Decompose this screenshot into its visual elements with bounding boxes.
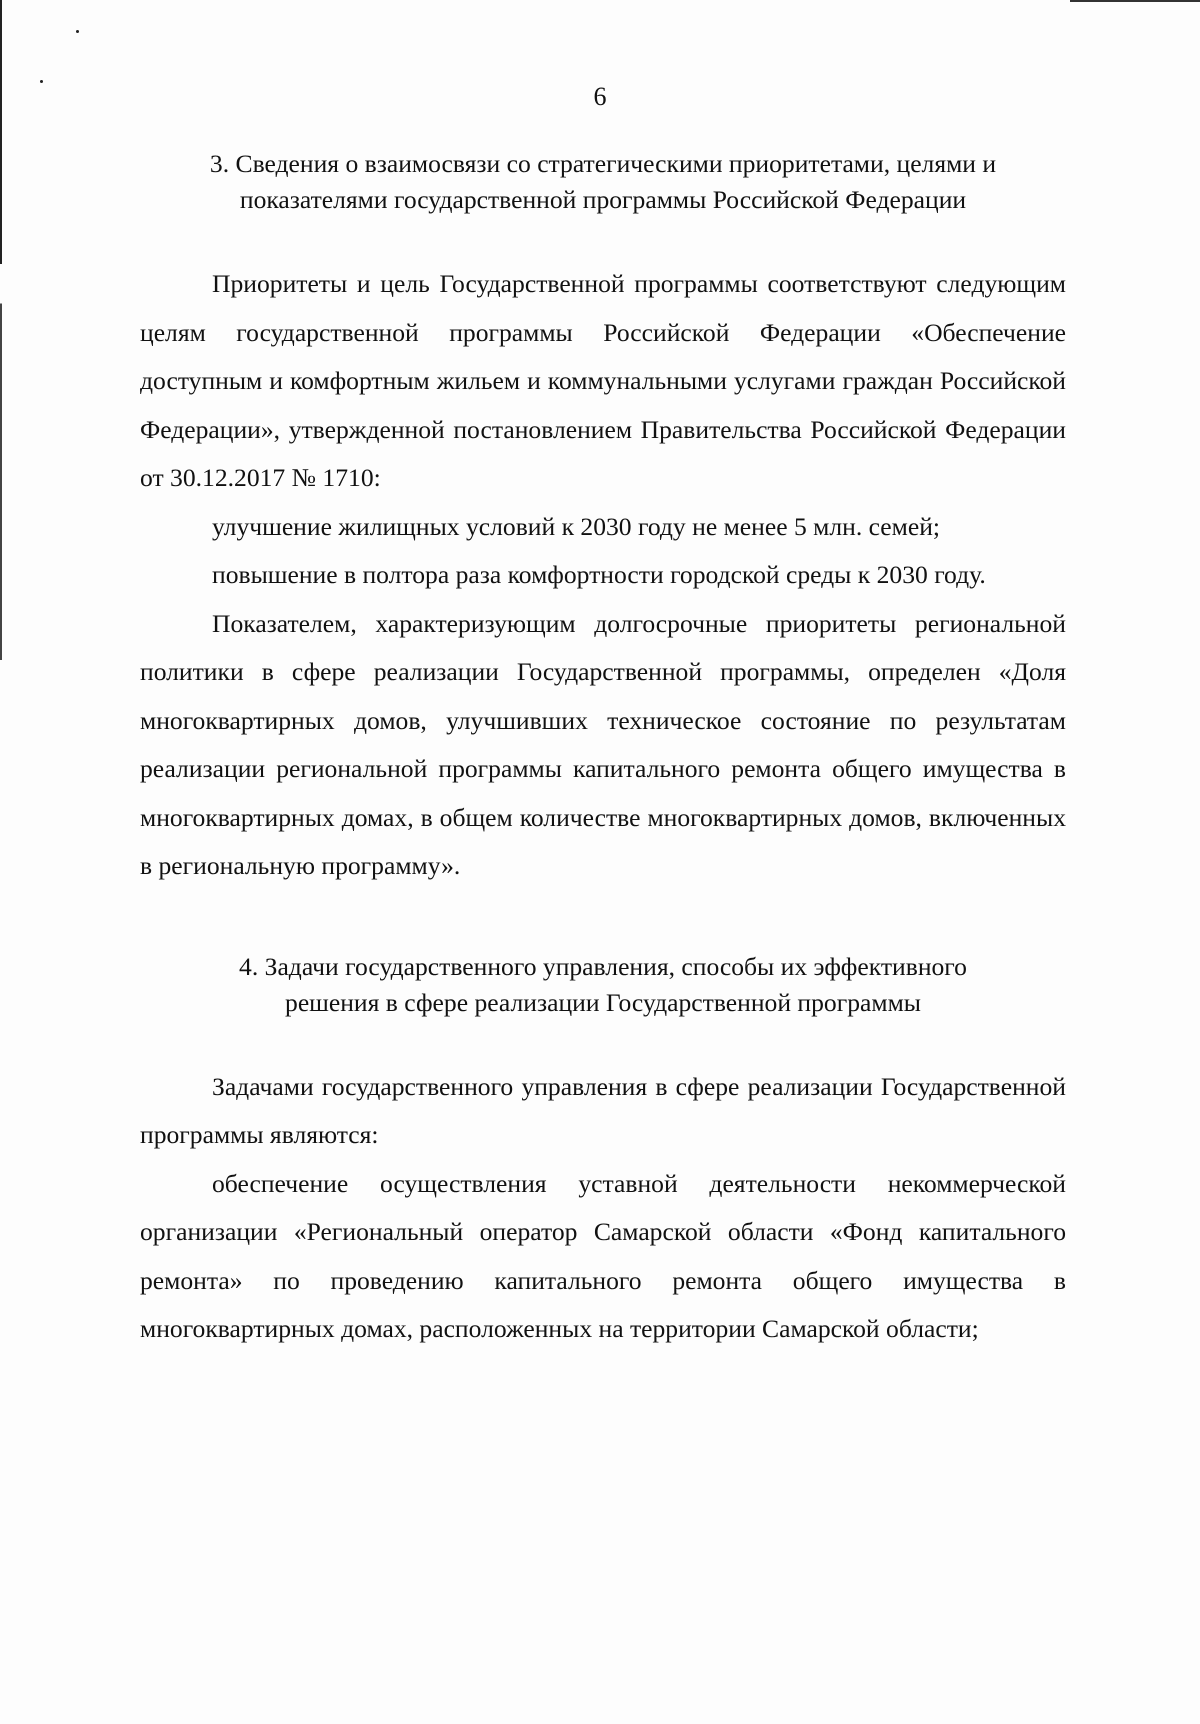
section-3-paragraph: улучшение жилищных условий к 2030 году не менее 5 млн. семей; xyxy=(212,511,941,541)
section-3-heading-line-2: показателями государственной программы Российской Федерации xyxy=(239,185,967,214)
scan-speck xyxy=(76,30,79,33)
section-4-heading xyxy=(140,949,1066,1021)
section-4-heading-line-1: 4. Задачи государственного управления, способы их эффективного xyxy=(239,951,967,981)
section-3-paragraph: повышение в полтора раза комфортности городской среды к 2030 году. xyxy=(212,560,986,589)
section-4-heading-line-2: решения в сфере реализации Государственной программы xyxy=(285,987,921,1017)
document-body xyxy=(140,146,1066,1354)
section-3-paragraph: Приоритеты и цель Государственной программы соответствуют следующим целям государственной программы Российской Федерации «Обеспечение доступным и комфортным жильем и коммунальными услугами граждан Российской Федерации», утвержденной постановлением Правительства Российской Федерации от 30.12.2017 № 1710: xyxy=(140,269,1066,492)
section-4-paragraph: обеспечение осуществления уставной деятельности некоммерческой организации «Региональный оператор Самарской области «Фонд капитального ремонта» по проведению капитального ремонта общего имущества в многоквартирных домах, расположенных на территории Самарской области; xyxy=(140,1168,1066,1343)
page-number: 6 xyxy=(593,82,607,111)
section-3-paragraph: Показателем, характеризующим долгосрочные приоритеты региональной политики в сфере реализации Государственной программы, определен «Доля многоквартирных домов, улучшивших техническое состояние по результатам реализации региональной программы капитального ремонта общего имущества в многоквартирных домах, в общем количестве многоквартирных домов, включенных в региональную программу». xyxy=(140,608,1066,880)
section-4-paragraph: Задачами государственного управления в сфере реализации Государственной программы являются: xyxy=(140,1071,1066,1149)
section-3-heading-line-1: 3. Сведения о взаимосвязи со стратегическими приоритетами, целями и xyxy=(209,149,997,178)
scan-artifact-top-line xyxy=(1070,0,1200,2)
section-3-heading xyxy=(140,146,1066,218)
